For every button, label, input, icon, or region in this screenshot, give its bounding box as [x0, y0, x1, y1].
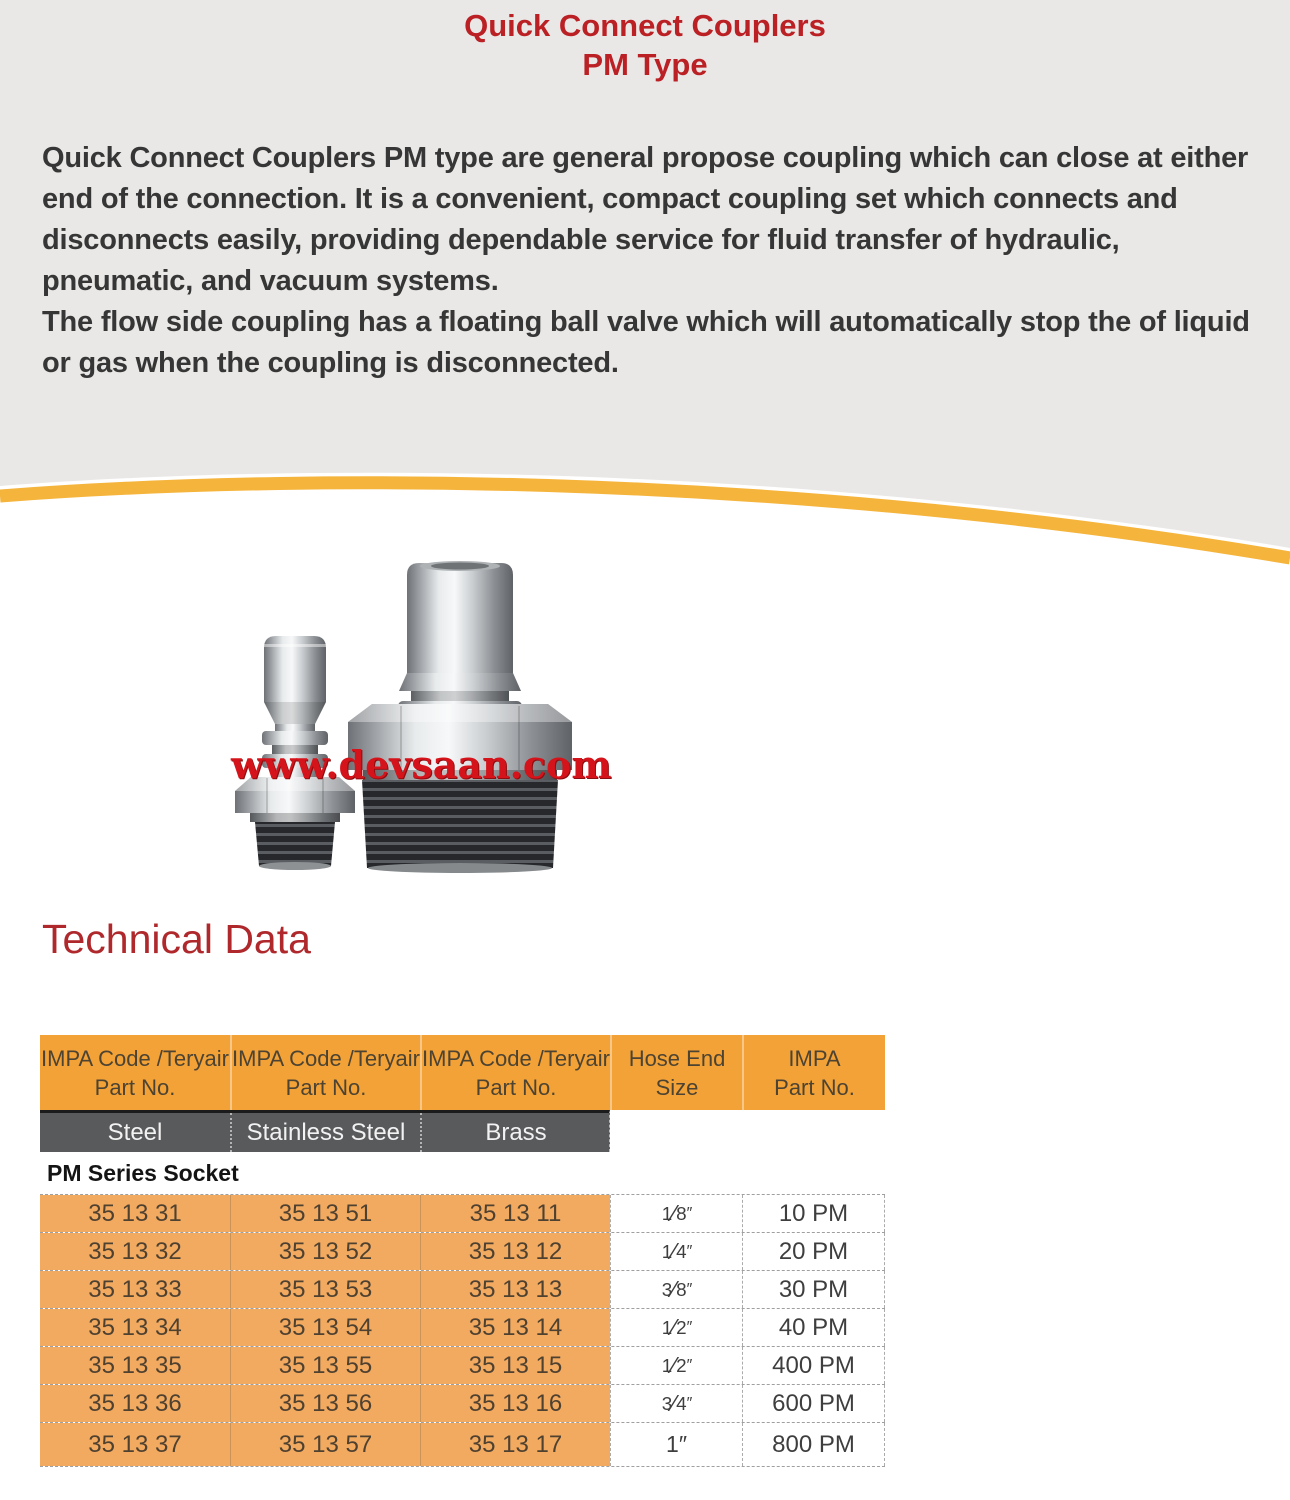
- impa-part-no-cell: 800 PM: [742, 1423, 885, 1466]
- watermark-text: www.devsaan.com: [231, 742, 612, 787]
- table-row-6: [40, 1423, 885, 1467]
- impa-part-no-cell: 400 PM: [742, 1347, 885, 1384]
- impa-part-no-cell: 30 PM: [742, 1271, 885, 1308]
- stainless-steel-part-no-cell: 35 13 57: [230, 1423, 420, 1466]
- hero-section: [0, 0, 1290, 570]
- brass-part-no-cell: 35 13 17: [420, 1423, 610, 1466]
- table-row-3: [40, 1309, 885, 1347]
- steel-part-no-cell: 35 13 37: [40, 1423, 230, 1466]
- stainless-steel-part-no-cell: 35 13 55: [230, 1347, 420, 1384]
- steel-part-no-cell: 35 13 33: [40, 1271, 230, 1308]
- impa-part-no-cell: 10 PM: [742, 1195, 885, 1232]
- brass-part-no-cell: 35 13 13: [420, 1271, 610, 1308]
- page-title-line2: PM Type: [582, 47, 708, 82]
- page-title-line1: Quick Connect Couplers: [464, 8, 826, 43]
- coupler-illustration: [205, 548, 635, 896]
- intro-paragraph-1: Quick Connect Couplers PM type are general propose coupling which can close at either end of the connection. It is a convenient, compact coupling set which connects and disconnects easily, providing dependable service for fluid transfer of hydraulic, pneumatic, and vacuum systems.: [42, 142, 1249, 297]
- hose-end-size-cell: 3 ⁄ 8 ″: [610, 1271, 742, 1308]
- stainless-steel-part-no-cell: 35 13 51: [230, 1195, 420, 1232]
- intro-text: [42, 138, 1260, 384]
- table-group-row: [40, 1152, 885, 1195]
- large-coupler: [348, 561, 572, 873]
- column-header-3: Hose End Size: [610, 1035, 742, 1110]
- column-header-2: IMPA Code /Teryair Part No.: [420, 1035, 610, 1110]
- brass-part-no-cell: 35 13 16: [420, 1385, 610, 1422]
- group-label: PM Series Socket: [47, 1159, 239, 1186]
- material-header-stainless-steel: Stainless Steel: [230, 1113, 420, 1152]
- steel-part-no-cell: 35 13 34: [40, 1309, 230, 1346]
- table-material-row: [40, 1110, 610, 1152]
- impa-part-no-cell: 20 PM: [742, 1233, 885, 1270]
- stainless-steel-part-no-cell: 35 13 56: [230, 1385, 420, 1422]
- brass-part-no-cell: 35 13 11: [420, 1195, 610, 1232]
- steel-part-no-cell: 35 13 36: [40, 1385, 230, 1422]
- steel-part-no-cell: 35 13 31: [40, 1195, 230, 1232]
- column-header-1: IMPA Code /Teryair Part No.: [230, 1035, 420, 1110]
- page-title: [0, 6, 1290, 84]
- hose-end-size-cell: 1 ⁄ 2 ″: [610, 1347, 742, 1384]
- table-body: [40, 1195, 885, 1467]
- hose-end-size-cell: 1″: [610, 1423, 742, 1466]
- hose-end-size-cell: 1 ⁄ 2 ″: [610, 1309, 742, 1346]
- hose-end-size-cell: 3 ⁄ 4 ″: [610, 1385, 742, 1422]
- table-row-2: [40, 1271, 885, 1309]
- brass-part-no-cell: 35 13 15: [420, 1347, 610, 1384]
- technical-data-table: [40, 1035, 885, 1467]
- steel-part-no-cell: 35 13 32: [40, 1233, 230, 1270]
- brass-part-no-cell: 35 13 12: [420, 1233, 610, 1270]
- intro-paragraph-2: The flow side coupling has a floating ball valve which will automatically stop the of liquid or gas when the coupling is disconnected.: [42, 306, 1250, 379]
- table-row-0: [40, 1195, 885, 1233]
- stainless-steel-part-no-cell: 35 13 53: [230, 1271, 420, 1308]
- material-header-brass: Brass: [420, 1113, 610, 1152]
- impa-part-no-cell: 40 PM: [742, 1309, 885, 1346]
- table-row-1: [40, 1233, 885, 1271]
- steel-part-no-cell: 35 13 35: [40, 1347, 230, 1384]
- brass-part-no-cell: 35 13 14: [420, 1309, 610, 1346]
- column-header-0: IMPA Code /Teryair Part No.: [41, 1045, 229, 1100]
- section-heading: Technical Data: [42, 916, 311, 962]
- table-header-row: [40, 1035, 885, 1110]
- table-row-5: [40, 1385, 885, 1423]
- hose-end-size-cell: 1 ⁄ 4 ″: [610, 1233, 742, 1270]
- stainless-steel-part-no-cell: 35 13 54: [230, 1309, 420, 1346]
- stainless-steel-part-no-cell: 35 13 52: [230, 1233, 420, 1270]
- table-row-4: [40, 1347, 885, 1385]
- material-header-steel: Steel: [107, 1118, 163, 1146]
- product-image: [205, 548, 635, 896]
- impa-part-no-cell: 600 PM: [742, 1385, 885, 1422]
- hose-end-size-cell: 1 ⁄ 8 ″: [610, 1195, 742, 1232]
- column-header-4: IMPA Part No.: [742, 1035, 885, 1110]
